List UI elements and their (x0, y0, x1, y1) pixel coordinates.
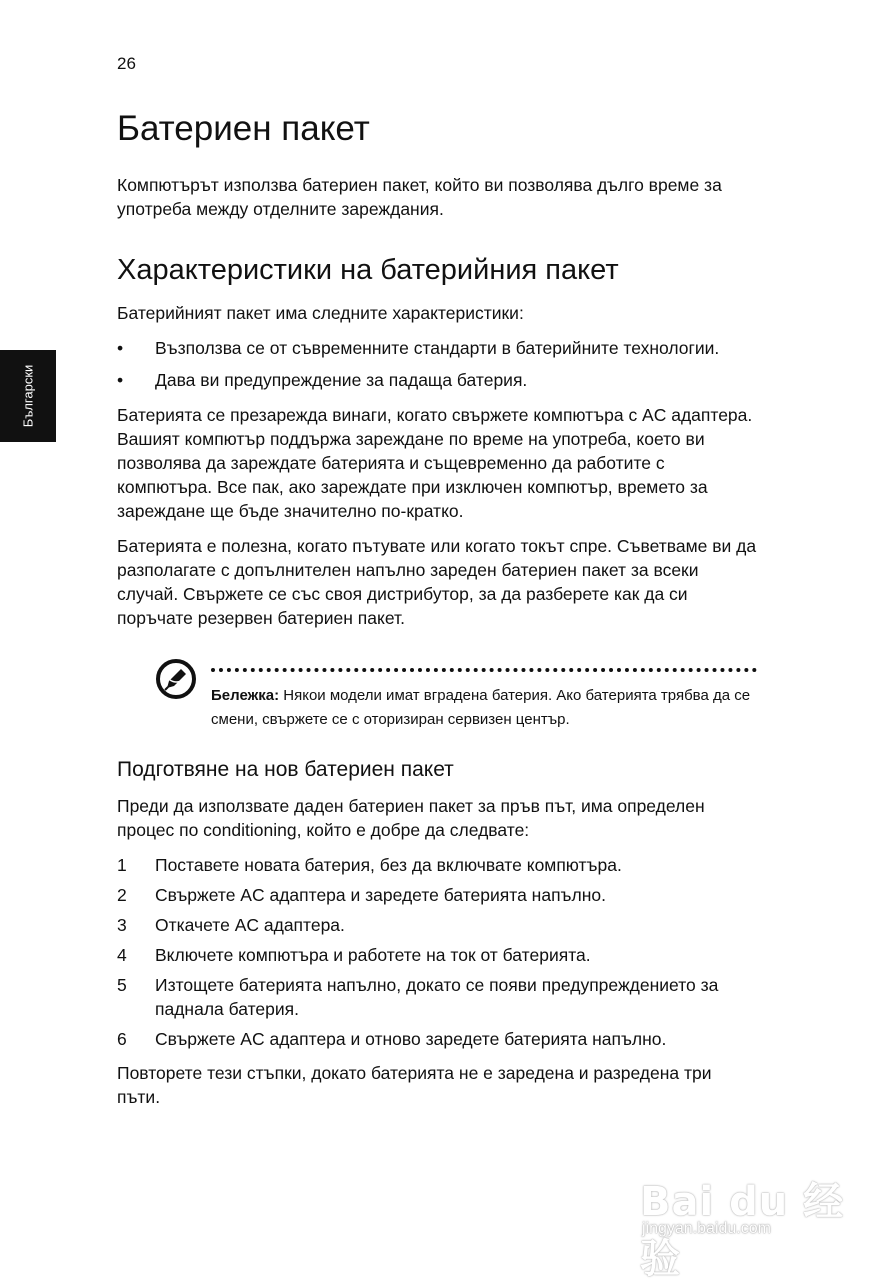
note-pen-icon (155, 658, 197, 700)
page-content (117, 105, 757, 1120)
step-text: Свържете AC адаптера и отново заредете батерията напълно. (155, 1029, 667, 1049)
language-side-tab (0, 350, 56, 442)
baidu-watermark (630, 1148, 850, 1282)
step-item (117, 883, 757, 907)
page-title: Батериен пакет (117, 109, 370, 148)
list-item-text: Дава ви предупреждение за падаща батерия. (155, 370, 528, 390)
conditioning-lead: Преди да използвате даден батериен пакет за пръв път, има определен процес по conditioning, който е добре да следвате: (117, 796, 705, 840)
spare-battery-paragraph: Батерията е полезна, когато пътувате или когато токът спре. Съветваме ви да разполагате с допълнителен напълно зареден батериен пакет за всеки случай. Свържете се със своя дистрибутор, за да разберете как да си поръчате резервен батериен пакет. (117, 536, 757, 628)
watermark-url: jingyan.baidu.com (642, 1220, 771, 1237)
step-item (117, 1027, 757, 1051)
step-number: 3 (117, 915, 127, 935)
step-text: Свържете AC адаптера и заредете батерията напълно. (155, 885, 606, 905)
note-dotted-rule (211, 668, 757, 672)
step-item (117, 913, 757, 937)
closing-paragraph: Повторете тези стъпки, докато батерията не е заредена и разредена три пъти. (117, 1063, 712, 1107)
characteristics-lead: Батерийният пакет има следните характеристики: (117, 303, 524, 323)
step-number: 5 (117, 975, 127, 995)
page-number: 26 (117, 54, 136, 73)
step-text: Изтощете батерията напълно, докато се появи предупреждението за паднала батерия. (155, 975, 719, 1019)
characteristics-heading: Характеристики на батерийния пакет (117, 254, 619, 286)
conditioning-steps (117, 853, 757, 1051)
step-number: 4 (117, 945, 127, 965)
step-number: 1 (117, 855, 127, 875)
step-item (117, 973, 757, 1021)
step-item (117, 943, 757, 967)
intro-paragraph: Компютърът използва батериен пакет, който ви позволява дълго време за употреба между отделните зареждания. (117, 175, 722, 219)
conditioning-section (117, 756, 757, 1109)
conditioning-heading: Подготвяне на нов батериен пакет (117, 758, 454, 781)
list-item (117, 368, 757, 392)
step-text: Включете компютъра и работете на ток от батерията. (155, 945, 591, 965)
note-box (155, 652, 757, 734)
note-text (211, 684, 757, 732)
language-side-tab-label: Български (20, 364, 36, 428)
list-item (117, 336, 757, 360)
note-body: Някои модели имат вградена батерия. Ако батерията трябва да се смени, свържете се с оторизиран сервизен център. (211, 687, 751, 728)
step-text: Откачете AC адаптера. (155, 915, 345, 935)
note-label: Бележка: (211, 687, 280, 704)
step-number: 6 (117, 1029, 127, 1049)
step-text: Поставете новата батерия, без да включвате компютъра. (155, 855, 622, 875)
bullet-mark: • (117, 370, 124, 390)
characteristics-list (117, 336, 757, 392)
recharge-paragraph: Батерията се презарежда винаги, когато свържете компютъра с AC адаптера. Вашият компютър поддържа зареждане по време на употреба, което ви позволява да зареждате батерията и същевременно да работите с компютъра. Все пак, ако зареждате при изключен компютър, времето за зареждане ще бъде значително по-кратко. (117, 405, 753, 521)
list-item-text: Възползва се от съвременните стандарти в батерийните технологии. (155, 338, 720, 358)
watermark-brand: Bai du 经验 (640, 1179, 845, 1282)
step-number: 2 (117, 885, 127, 905)
bullet-mark: • (117, 338, 124, 358)
step-item (117, 853, 757, 877)
